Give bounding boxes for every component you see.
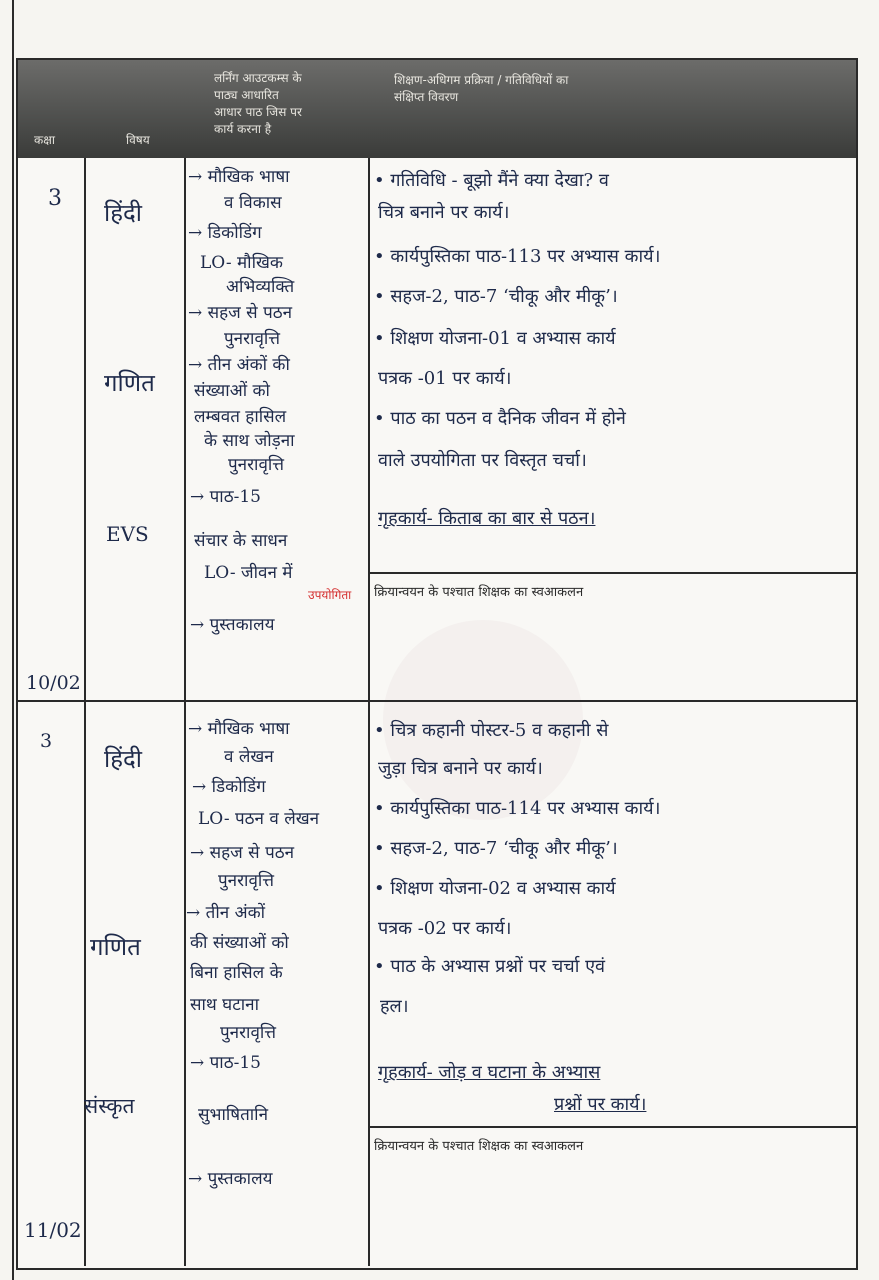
- topic-line: पुनरावृत्ति: [218, 871, 275, 891]
- topic-line: → तीन अंकों: [186, 903, 266, 923]
- topic-line: → मौखिक भाषा: [188, 719, 290, 739]
- activity-line: • चित्र कहानी पोस्टर-5 व कहानी से: [374, 720, 609, 741]
- topic-line: → पाठ-15: [190, 487, 261, 507]
- activity-line: हल।: [380, 996, 409, 1017]
- page-margin-line: [12, 0, 14, 1280]
- homework-continued: प्रश्नों पर कार्य।: [554, 1094, 647, 1115]
- row-divider: [18, 700, 856, 702]
- column-divider: [368, 158, 370, 1266]
- self-assessment-divider: [368, 572, 856, 574]
- topic-line: साथ घटाना: [190, 995, 260, 1015]
- lesson-plan-table: [16, 58, 858, 1270]
- topic-line: संख्याओं को: [194, 381, 270, 401]
- self-assessment-label: क्रियान्वयन के पश्चात शिक्षक का स्वआकलन: [374, 585, 584, 600]
- day1-class: 3: [48, 186, 62, 211]
- day2-date: 11/02: [24, 1218, 82, 1242]
- topic-line: LO- जीवन में: [204, 563, 293, 583]
- topic-line: सुभाषितानि: [198, 1105, 269, 1125]
- topic-line: की संख्याओं को: [190, 933, 289, 953]
- topic-line: → सहज से पठन: [190, 843, 295, 863]
- self-assessment-divider: [368, 1126, 856, 1128]
- day1-date: 10/02: [26, 672, 81, 694]
- topic-line: → पाठ-15: [190, 1053, 261, 1073]
- activity-line: • शिक्षण योजना-01 व अभ्यास कार्य: [374, 328, 616, 349]
- topic-line: अभिव्यक्ति: [226, 277, 295, 297]
- topic-line: संचार के साधन: [194, 531, 288, 551]
- activity-line: • गतिविधि - बूझो मैंने क्या देखा? व: [374, 170, 609, 191]
- header-activity: शिक्षण-अधिगम प्रक्रिया / गतिविधियों का संक्षिप्त विवरण: [394, 73, 569, 104]
- topic-line: के साथ जोड़ना: [204, 431, 295, 451]
- topic-line: → पुस्तकालय: [190, 615, 275, 635]
- activity-line: वाले उपयोगिता पर विस्तृत चर्चा।: [378, 450, 587, 471]
- topic-line: → मौखिक भाषा: [188, 167, 290, 187]
- day1-subject-math: गणित: [104, 369, 155, 397]
- topic-line: LO- पठन व लेखन: [198, 809, 320, 829]
- topic-line: व विकास: [224, 193, 282, 213]
- homework: गृहकार्य- जोड़ व घटाना के अभ्यास: [378, 1062, 601, 1083]
- red-note: उपयोगिता: [308, 588, 352, 602]
- topic-line: → सहज से पठन: [188, 303, 293, 323]
- activity-line: • कार्यपुस्तिका पाठ-114 पर अभ्यास कार्य।: [374, 798, 661, 819]
- activity-line: जुड़ा चित्र बनाने पर कार्य।: [378, 758, 543, 779]
- activity-line: पत्रक -02 पर कार्य।: [378, 918, 512, 939]
- column-divider: [184, 158, 186, 1266]
- header-class: कक्षा: [34, 133, 55, 147]
- day2-class: 3: [40, 730, 53, 752]
- activity-line: • पाठ का पठन व दैनिक जीवन में होने: [374, 408, 626, 429]
- topic-line: → पुस्तकालय: [188, 1169, 273, 1189]
- topic-line: → डिकोडिंग: [188, 223, 262, 243]
- topic-line: व लेखन: [224, 747, 274, 767]
- topic-line: LO- मौखिक: [200, 253, 283, 273]
- day1-subject-hindi: हिंदी: [104, 199, 142, 227]
- activity-line: • शिक्षण योजना-02 व अभ्यास कार्य: [374, 878, 616, 899]
- activity-line: • सहज-2, पाठ-7 ‘चीकू और मीकू’।: [374, 286, 618, 307]
- topic-line: → डिकोडिंग: [192, 777, 266, 797]
- day1-subject-evs: EVS: [106, 522, 149, 546]
- topic-line: पुनरावृत्ति: [228, 455, 285, 475]
- topic-line: पुनरावृत्ति: [220, 1023, 277, 1043]
- topic-line: लम्बवत हासिल: [194, 407, 287, 427]
- topic-line: → तीन अंकों की: [188, 355, 290, 375]
- homework: गृहकार्य- किताब का बार से पठन।: [378, 508, 596, 529]
- day2-subject-hindi: हिंदी: [104, 745, 142, 773]
- activity-line: पत्रक -01 पर कार्य।: [378, 368, 512, 389]
- day2-subject-sanskrit: संस्कृत: [84, 1094, 135, 1118]
- activity-line: चित्र बनाने पर कार्य।: [378, 202, 510, 223]
- day2-subject-math: गणित: [90, 933, 141, 961]
- topic-line: बिना हासिल के: [190, 963, 283, 983]
- activity-line: • कार्यपुस्तिका पाठ-113 पर अभ्यास कार्य।: [374, 246, 661, 267]
- table-header: [18, 60, 856, 158]
- topic-line: पुनरावृत्ति: [224, 329, 281, 349]
- header-subject: विषय: [126, 133, 150, 147]
- self-assessment-label: क्रियान्वयन के पश्चात शिक्षक का स्वआकलन: [374, 1139, 584, 1154]
- activity-line: • सहज-2, पाठ-7 ‘चीकू और मीकू’।: [374, 838, 618, 859]
- activity-line: • पाठ के अभ्यास प्रश्नों पर चर्चा एवं: [374, 956, 606, 977]
- header-learning-outcomes: लर्निंग आउटकम्स के पाठ्य आधारित आधार पाठ जिस पर कार्य करना है: [214, 71, 302, 136]
